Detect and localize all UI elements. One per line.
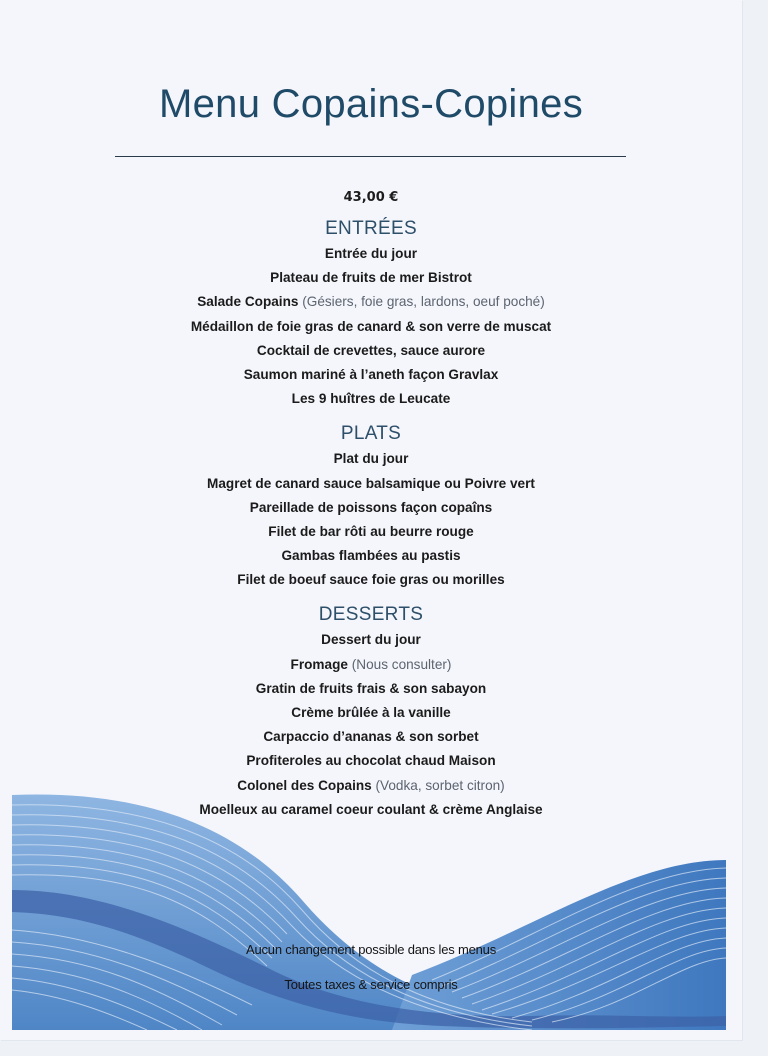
item-name: Crème brûlée à la vanille: [291, 705, 451, 720]
item-name: Les 9 huîtres de Leucate: [291, 391, 451, 407]
menu-item: [0, 242, 742, 266]
item-name: Cocktail de crevettes, sauce aurore: [256, 342, 486, 358]
menu-item: [0, 387, 742, 411]
section-title: ENTRÉES: [325, 218, 417, 239]
menu-item: [0, 798, 742, 822]
item-name: Fromage: [290, 656, 348, 672]
section-title: PLATS: [340, 423, 402, 445]
menu-item: [0, 363, 742, 387]
menu-item: [0, 725, 742, 749]
section-title: DESSERTS: [318, 604, 424, 626]
menu-item: [0, 628, 742, 652]
item-name: Carpaccio d’ananas & son sorbet: [263, 729, 479, 745]
item-name: Médaillon de foie gras de canard & son verre de muscat: [190, 318, 552, 334]
item-name: Plateau de fruits de mer Bistrot: [270, 270, 472, 286]
item-note: (Vodka, sorbet citron): [371, 777, 505, 793]
menu-item: [0, 496, 742, 520]
item-name: Filet de bar rôti au beurre rouge: [268, 523, 474, 539]
item-name: Salade Copains: [197, 294, 299, 310]
item-name: Saumon mariné à l’aneth façon Gravlax: [243, 366, 499, 382]
menu-item: [0, 774, 742, 798]
title-divider: [115, 156, 626, 157]
item-name: Gratin de fruits frais & son sabayon: [255, 680, 487, 696]
page-title: Menu Copains-Copines: [158, 82, 583, 126]
item-name: Colonel des Copains: [237, 777, 372, 793]
section-entrees: [0, 216, 742, 411]
section-plats: [0, 421, 742, 592]
item-note: (Nous consulter): [347, 656, 452, 672]
item-name: Dessert du jour: [321, 632, 421, 648]
menu-item: [0, 447, 742, 471]
menu-item: [0, 520, 742, 544]
footer-taxes-note: Toutes taxes & service compris: [284, 977, 458, 992]
item-name: Filet de boeuf sauce foie gras ou morilles: [237, 572, 505, 588]
item-name: Entrée du jour: [324, 246, 418, 261]
menu-item: [0, 472, 742, 496]
menu-item: [0, 339, 742, 363]
menu-item: [0, 701, 742, 725]
item-name: Gambas flambées au pastis: [281, 548, 461, 564]
menu-item: [0, 315, 742, 339]
item-note: (Gésiers, foie gras, lardons, oeuf poché): [298, 294, 545, 310]
menu-item: [0, 749, 742, 773]
menu-item: [0, 266, 742, 290]
item-name: Plat du jour: [333, 451, 409, 467]
item-name: Profiteroles au chocolat chaud Maison: [246, 753, 496, 769]
section-desserts: [0, 602, 742, 822]
item-name: Moelleux au caramel coeur coulant & crème Anglaise: [199, 801, 543, 817]
menu-item: [0, 290, 742, 314]
item-name: Pareillade de poissons façon copaîns: [249, 499, 493, 515]
menu-content: [0, 186, 742, 832]
menu-item: [0, 677, 742, 701]
menu-price: 43,00 €: [343, 190, 399, 205]
menu-item: [0, 544, 742, 568]
menu-item: [0, 568, 742, 592]
item-name: Magret de canard sauce balsamique ou Poivre vert: [207, 475, 535, 491]
footer-no-changes-note: Aucun changement possible dans les menus: [246, 942, 496, 957]
menu-item: [0, 653, 742, 677]
